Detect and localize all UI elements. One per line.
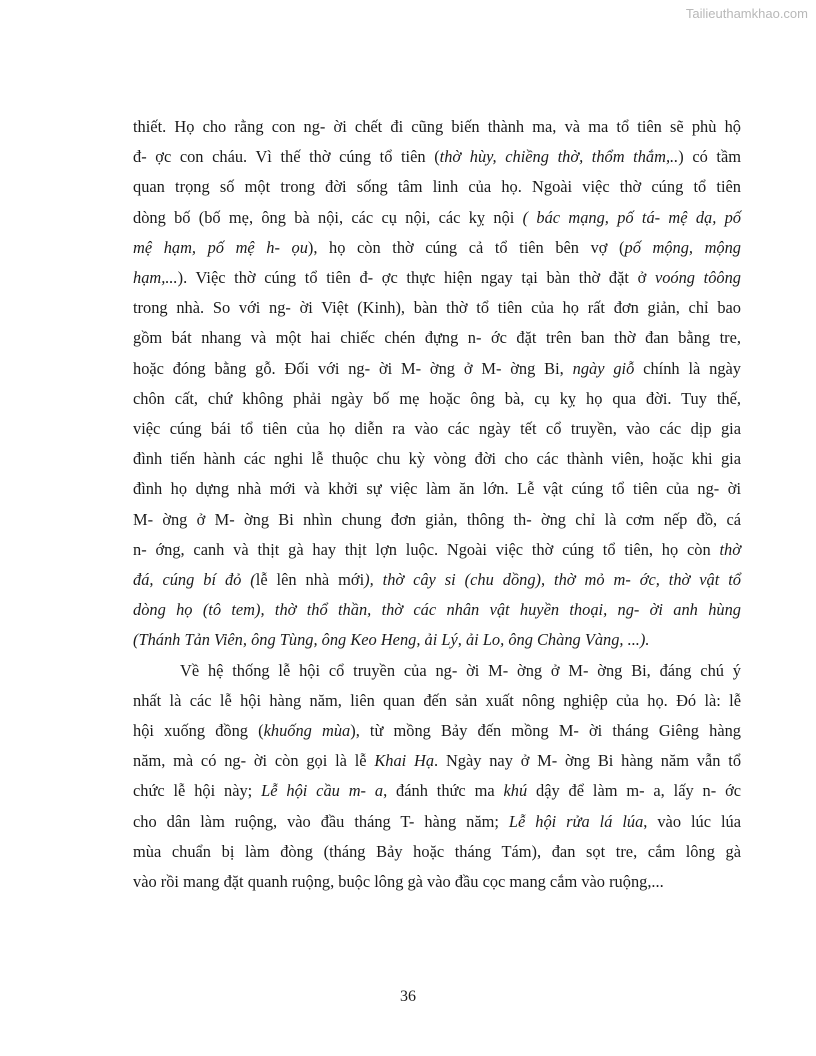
italic-text-segment: (Thánh Tản Viên, ông Tùng, ông Keo Heng, ải Lý, ải Lo, ông Chàng Vàng, ...). (133, 630, 650, 650)
text-segment: hoặc đóng bằng gỗ. Đối với ng- ời M- ờng ở M- ờng Bi, (133, 358, 573, 378)
text-line (133, 776, 741, 806)
text-segment: mùa chuẩn bị làm đòng (tháng Bảy hoặc tháng Tám), đan sọt tre, cắm lông gà (133, 841, 741, 861)
text-line (133, 595, 741, 625)
text-line (133, 323, 741, 353)
italic-text-segment: thờ hùy, chiềng thờ, thổm thắm,.. (439, 147, 679, 167)
text-line (133, 565, 741, 595)
text-segment: thiết. Họ cho rằng con ng- ời chết đi cũng biến thành ma, và ma tổ tiên sẽ phù hộ (133, 117, 741, 136)
italic-text-segment: mệ hạm, pố mệ h- ọu (133, 237, 308, 257)
text-line (133, 535, 741, 565)
italic-text-segment: Lễ hội cầu m- a (261, 781, 384, 801)
text-segment: chính là ngày (634, 358, 741, 378)
italic-text-segment: Lễ hội rửa lá lúa (508, 811, 644, 831)
text-line (133, 414, 741, 444)
italic-text-segment: hạm,... (133, 268, 178, 288)
text-line (133, 172, 741, 202)
text-line (133, 142, 741, 172)
text-line (133, 625, 741, 655)
text-segment: chôn cất, chứ không phải ngày bố mẹ hoặc ông bà, cụ kỵ họ qua đời. Tuy thế, (133, 388, 741, 408)
text-segment: năm, mà có ng- ời còn gọi là lễ (133, 751, 375, 771)
text-line (133, 716, 741, 746)
text-segment: chức lễ hội này; (133, 781, 262, 801)
italic-text-segment: ( bác mạng, pố tá- mệ dạ, pố (522, 207, 741, 227)
text-segment: ). Việc thờ cúng tổ tiên đ- ợc thực hiện ngay tại bàn thờ đặt ở (177, 268, 655, 288)
text-line (133, 867, 741, 897)
text-segment: đ- ợc con cháu. Vì thế thờ cúng tổ tiên ( (133, 147, 440, 167)
text-line (133, 746, 741, 776)
text-segment: vào rồi mang đặt quanh ruộng, buộc lông gà vào đầu cọc mang cắm vào ruộng,... (133, 872, 664, 892)
text-segment: lễ lên nhà mới (255, 570, 365, 590)
text-segment: cho dân làm ruộng, vào đầu tháng T- hàng năm; (133, 811, 509, 831)
text-line (133, 474, 741, 504)
text-line (133, 807, 741, 837)
italic-text-segment: khuống mùa (263, 721, 351, 741)
text-segment: trong nhà. So với ng- ời Việt (Kinh), bàn thờ tổ tiên của họ rất đơn giản, chỉ bao (133, 298, 741, 318)
text-segment: đình họ dựng nhà mới và khởi sự việc làm ăn lớn. Lễ vật cúng tổ tiên của ng- ời (133, 479, 741, 499)
text-segment: M- ờng ở M- ờng Bi nhìn chung đơn giản, thông th- ờng chỉ là cơm nếp đồ, cá (133, 509, 741, 529)
italic-text-segment: thờ (719, 539, 741, 559)
text-segment: ), từ mồng Bảy đến mồng M- ời tháng Giêng hàng (350, 721, 741, 741)
text-line (133, 505, 741, 535)
watermark: Tailieuthamkhao.com (685, 6, 808, 21)
text-line (133, 233, 741, 263)
text-line (133, 384, 741, 414)
text-line (133, 444, 741, 474)
text-line (133, 203, 741, 233)
text-segment: việc cúng bái tổ tiên của họ diễn ra vào các ngày tết cổ truyền, vào các dịp gia (133, 419, 741, 439)
text-segment: n- ớng, canh và thịt gà hay thịt lợn luộc. Ngoài việc thờ cúng tổ tiên, họ còn (133, 539, 720, 559)
body-text (133, 112, 741, 897)
text-line (133, 263, 741, 293)
page-number: 36 (400, 988, 416, 1005)
text-line (133, 837, 741, 867)
text-segment: dòng bố (bố mẹ, ông bà nội, các cụ nội, các kỵ nội (133, 207, 523, 227)
italic-text-segment: khú (503, 781, 528, 801)
italic-text-segment: pố mộng, mộng (624, 237, 741, 257)
text-segment: , vào lúc lúa (643, 811, 741, 831)
text-segment: Về hệ thống lễ hội cổ truyền của ng- ời M- ờng ở M- ờng Bi, đáng chú ý (180, 660, 741, 680)
text-line (133, 354, 741, 384)
italic-text-segment: voóng tôông (654, 268, 742, 288)
text-segment: , đánh thức ma (383, 781, 504, 801)
text-segment: ), họ còn thờ cúng cả tổ tiên bên vợ ( (307, 237, 625, 257)
text-line (133, 686, 741, 716)
italic-text-segment: dòng họ (tô tem), thờ thổ thần, thờ các nhân vật huyền thoại, ng- ời anh hùng (133, 600, 741, 620)
text-segment: dậy để làm m- a, lấy n- ớc (527, 781, 742, 801)
italic-text-segment: ngày giỗ (572, 358, 635, 378)
text-segment: . Ngày nay ở M- ờng Bi hàng năm vẫn tổ (434, 751, 742, 771)
text-segment: gồm bát nhang và một hai chiếc chén đựng n- ớc đặt trên ban thờ đan bằng tre, (133, 328, 741, 348)
text-segment: quan trọng số một trong đời sống tâm linh của họ. Ngoài việc thờ cúng tổ tiên (133, 177, 741, 197)
italic-text-segment: đá, cúng bí đỏ ( (133, 570, 256, 590)
text-segment: đình tiến hành các nghi lễ thuộc chu kỳ vòng đời cho các thành viên, hoặc khi gia (133, 449, 741, 469)
italic-text-segment: Khai Hạ (374, 751, 435, 771)
text-line (133, 656, 741, 686)
text-line (133, 293, 741, 323)
text-segment: ) có tầm (678, 147, 742, 167)
text-line (133, 112, 741, 142)
italic-text-segment: ), thờ cây si (chu dồng), thờ mỏ m- ớc, thờ vật tổ (364, 570, 741, 590)
text-segment: hội xuống đồng ( (133, 721, 264, 741)
text-segment: nhất là các lễ hội hàng năm, liên quan đến sản xuất nông nghiệp của họ. Đó là: lễ (133, 690, 741, 710)
